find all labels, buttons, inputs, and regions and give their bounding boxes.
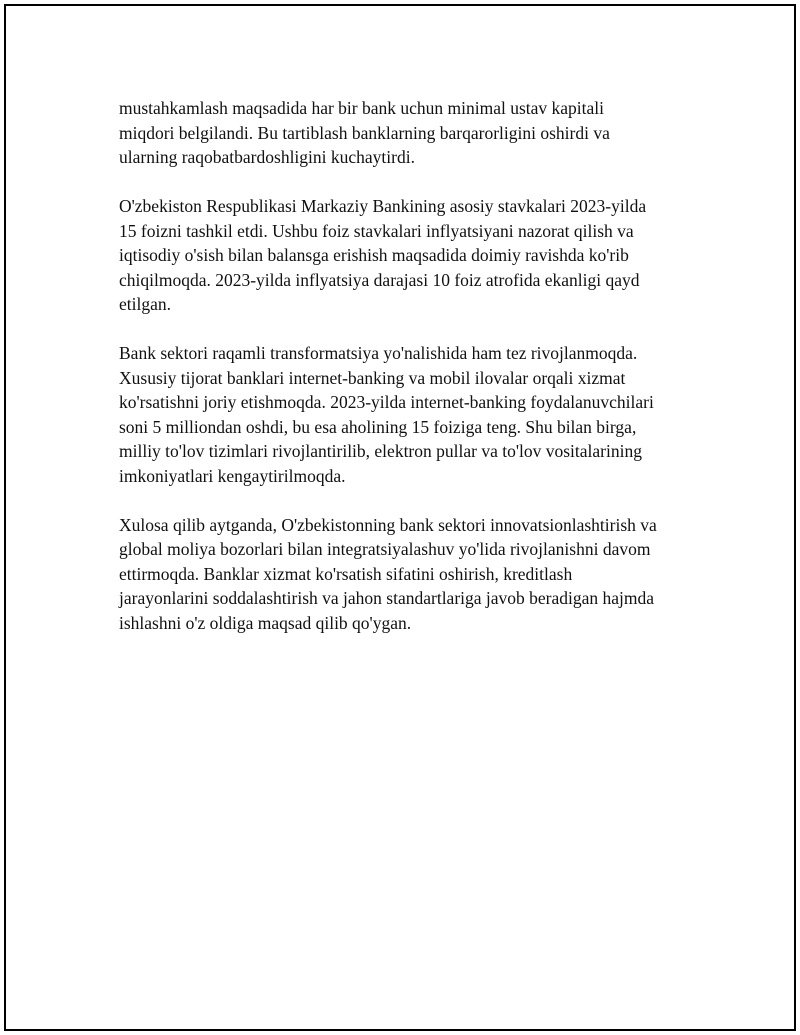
text-line: iqtisodiy o'sish bilan balansga erishish maqsadida doimiy ravishda ko'rib bbox=[119, 245, 629, 265]
paragraph-digital-transformation bbox=[119, 341, 699, 488]
text-line: ko'rsatishni joriy etishmoqda. 2023-yilda internet-banking foydalanuvchilari bbox=[119, 392, 654, 412]
text-line: jarayonlarini soddalashtirish va jahon standartlariga javob beradigan hajmda bbox=[119, 588, 655, 608]
text-line: miqdori belgilandi. Bu tartiblash banklarning barqarorligini oshirdi va bbox=[119, 122, 610, 143]
text-line: milliy to'lov tizimlari rivojlantirilib, elektron pullar va to'lov vositalarining bbox=[119, 441, 642, 461]
paragraph-conclusion bbox=[119, 513, 699, 636]
text-line: soni 5 milliondan oshdi, bu esa aholining 15 foiziga teng. Shu bilan birga, bbox=[119, 416, 637, 437]
document-body bbox=[119, 96, 699, 660]
text-line: ishlashni o'z oldiga maqsad qilib qo'ygan. bbox=[119, 612, 412, 633]
paragraph-central-bank-rates bbox=[119, 194, 699, 317]
text-line: etilgan. bbox=[119, 294, 171, 314]
text-line: ettirmoqda. Banklar xizmat ko'rsatish sifatini oshirish, kreditlash bbox=[119, 563, 573, 584]
text-line: mustahkamlash maqsadida har bir bank uchun minimal ustav kapitali bbox=[119, 98, 605, 118]
text-line: Xulosa qilib aytganda, O'zbekistonning bank sektori innovatsionlashtirish va bbox=[119, 514, 657, 535]
text-line: global moliya bozorlari bilan integratsiyalashuv yo'lida rivojlanishni davom bbox=[119, 539, 651, 559]
text-line: Xususiy tijorat banklari internet-banking va mobil ilovalar orqali xizmat bbox=[119, 367, 626, 388]
text-line: chiqilmoqda. 2023-yilda inflyatsiya darajasi 10 foiz atrofida ekanligi qayd bbox=[119, 269, 640, 290]
text-line: ularning raqobatbardoshligini kuchaytirdi. bbox=[119, 147, 415, 167]
text-line: O'zbekiston Respublikasi Markaziy Bankining asosiy stavkalari 2023-yilda bbox=[119, 196, 647, 216]
text-line: 15 foizni tashkil etdi. Ushbu foiz stavkalari inflyatsiyani nazorat qilish va bbox=[119, 220, 634, 241]
text-line: imkoniyatlari kengaytirilmoqda. bbox=[119, 465, 346, 486]
paragraph-bank-capital bbox=[119, 96, 699, 170]
text-line: Bank sektori raqamli transformatsiya yo'nalishida ham tez rivojlanmoqda. bbox=[119, 343, 638, 363]
document-page bbox=[4, 4, 796, 1031]
